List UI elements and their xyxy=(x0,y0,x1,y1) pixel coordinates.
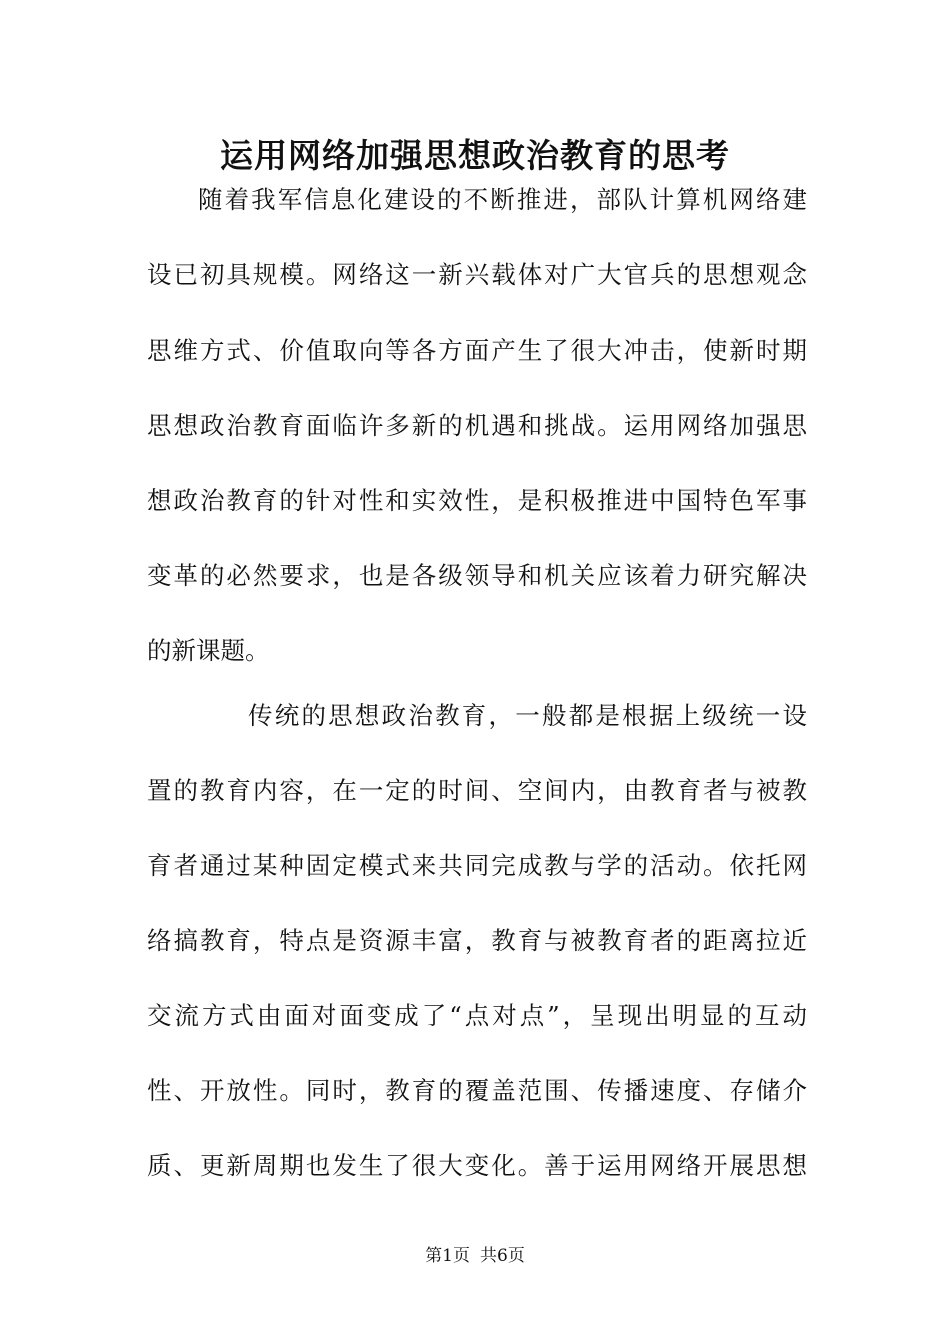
paragraph-line: 变革的必然要求，也是各级领导和机关应该着力研究解决 xyxy=(147,561,807,590)
page-number: 第1页 xyxy=(425,1246,470,1266)
paragraph-line: 设已初具规模。网络这一新兴载体对广大官兵的思想观念 xyxy=(147,260,807,289)
paragraph-line: 交流方式由面对面变成了“点对点”，呈现出明显的互动 xyxy=(147,1001,807,1030)
paragraph-line: 的新课题。 xyxy=(147,636,270,665)
paragraph-line: 随着我军信息化建设的不断推进，部队计算机网络建 xyxy=(198,185,807,214)
paragraph-line: 质、更新周期也发生了很大变化。善于运用网络开展思想 xyxy=(147,1151,807,1180)
paragraph-line: 育者通过某种固定模式来共同完成教与学的活动。依托网 xyxy=(147,851,807,880)
paragraph-line: 置的教育内容，在一定的时间、空间内，由教育者与被教 xyxy=(147,776,807,805)
paragraph-line: 思维方式、价值取向等各方面产生了很大冲击，使新时期 xyxy=(147,336,807,365)
paragraph-line: 想政治教育的针对性和实效性，是积极推进中国特色军事 xyxy=(147,486,807,515)
paragraph-line: 思想政治教育面临许多新的机遇和挑战。运用网络加强思 xyxy=(147,411,807,440)
document-title: 运用网络加强思想政治教育的思考 xyxy=(220,136,730,175)
page-footer xyxy=(0,1241,950,1266)
paragraph-line: 络搞教育，特点是资源丰富，教育与被教育者的距离拉近 xyxy=(147,926,807,955)
paragraph-line: 传统的思想政治教育，一般都是根据上级统一设 xyxy=(248,701,807,730)
paragraph-line: 性、开放性。同时，教育的覆盖范围、传播速度、存储介 xyxy=(147,1076,807,1105)
page-total: 共6页 xyxy=(480,1246,525,1266)
